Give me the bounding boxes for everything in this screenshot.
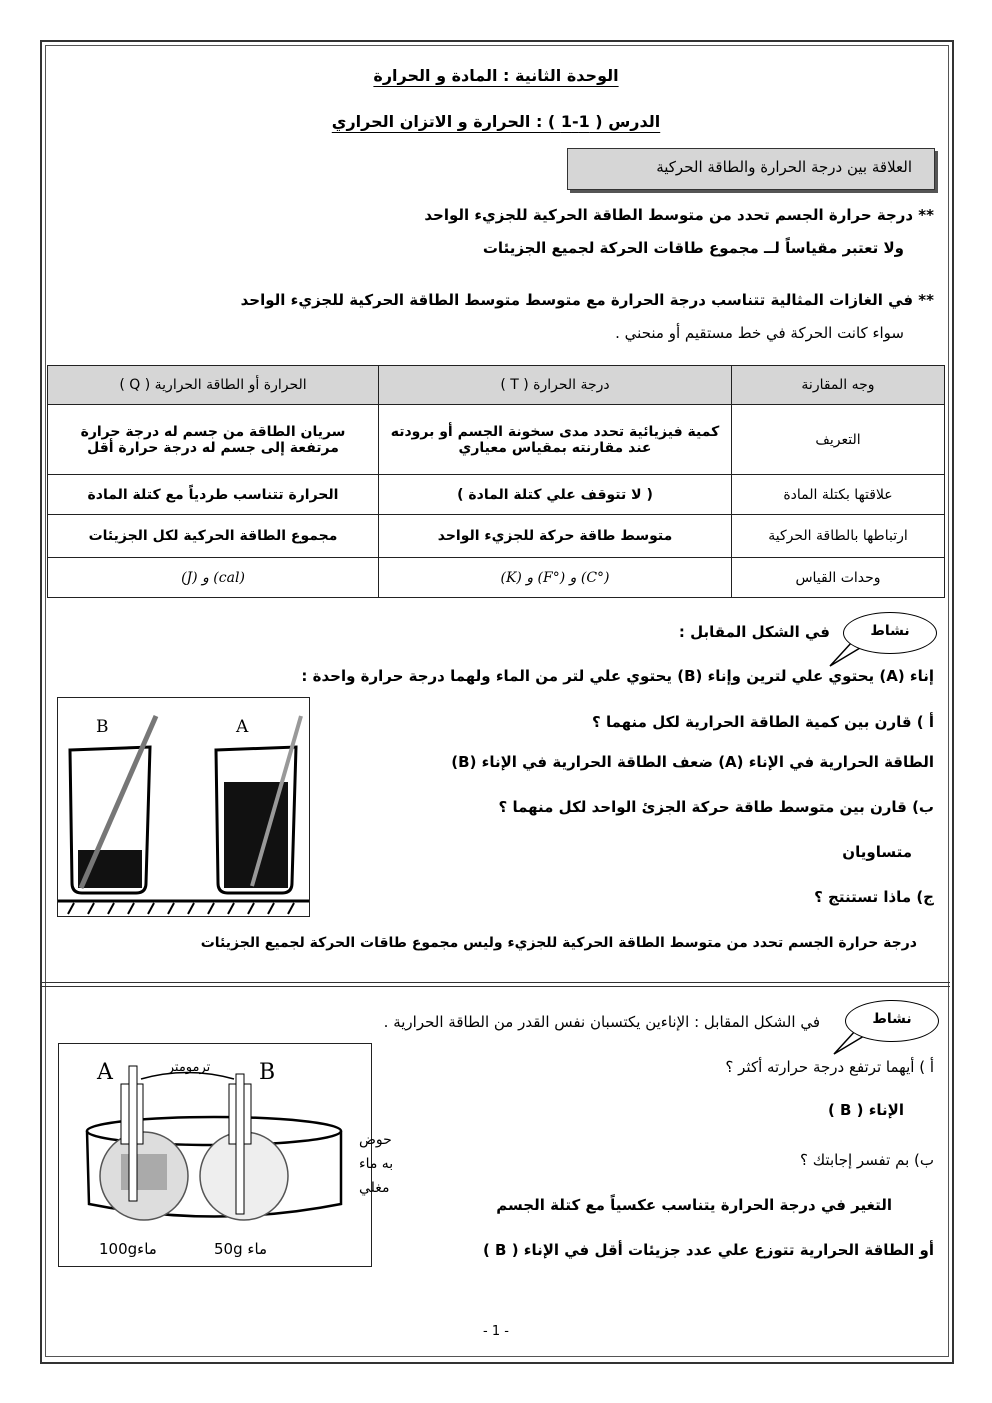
table-cell: ( لا تتوقف علي كتلة المادة ) [379,475,732,515]
table-header: الحرارة أو الطاقة الحرارية ( Q ) [48,366,379,405]
mass-b-label: 50g ماء [214,1240,268,1258]
answer-c: درجة حرارة الجسم تحدد من متوسط الطاقة الحركية للجزيء وليس مجموع طاقات الحركة لجميع الجزيئات [200,935,917,951]
answer-b: متساويان [842,843,912,861]
table-cell: كمية فيزيائية تحدد مدى سخونة الجسم أو برودته عند مقارنته بمقياس معياري [379,405,732,475]
basin-label: به ماء [359,1156,394,1172]
thermometers-figure [58,1043,394,1267]
table-header-row [48,366,945,405]
label-b: B [259,1060,276,1085]
paragraph-line: ** في الغازات المثالية تتناسب درجة الحرارة مع متوسط متوسط الطاقة الحركية للجزيء الواحد [240,291,934,309]
section-banner [567,148,935,190]
table-header: درجة الحرارة ( T ) [379,366,732,405]
activity-intro: في الشكل المقابل : الإناءين يكتسبان نفس القدر من الطاقة الحرارية . [383,1013,820,1031]
table-header: وجه المقارنة [732,366,945,405]
table-cell: متوسط طاقة حركة للجزيء الواحد [379,515,732,558]
question-a: أ ) أيهما ترتفع درجة حرارته أكثر ؟ [725,1058,934,1076]
activity-badge: نشاط [845,1000,939,1042]
table-cell: (°C) و (°F) و (K) [379,558,732,598]
lesson-title: الدرس ( 1-1 ) : الحرارة و الاتزان الحراري [331,112,661,131]
banner-text: العلاقة بين درجة الحرارة والطاقة الحركية [656,158,912,176]
question-b: ب) بم تفسر إجابتك ؟ [800,1151,934,1169]
question-c: ج) ماذا تستنتج ؟ [814,888,934,906]
table-cell: علاقتها بكتلة المادة [732,475,945,515]
unit-title: الوحدة الثانية : المادة و الحرارة [373,66,619,85]
table-cell: (cal) و (J) [48,558,379,598]
table-cell: التعريف [732,405,945,475]
table-row [48,515,945,558]
table-cell: وحدات القياس [732,558,945,598]
table-row [48,405,945,475]
paragraph-line: ** درجة حرارة الجسم تحدد من متوسط الطاقة الحركية للجزيء الواحد [424,206,934,224]
page-number: - 1 - [483,1324,509,1339]
basin-drawing [59,1044,394,1266]
table-cell: سريان الطاقة من جسم له درجة حرارة مرتفعة إلى جسم له درجة حرارة أقل [48,405,379,475]
paragraph-line: ولا تعتبر مقياساً لــ مجموع طاقات الحركة لجميع الجزيئات [482,239,904,257]
question-a: أ ) قارن بين كمية الطاقة الحرارية لكل منهما ؟ [592,713,934,731]
activity-badge: نشاط [843,612,937,654]
section-divider [42,982,950,987]
answer-a: الإناء ( B ) [827,1101,904,1119]
table-cell: الحرارة تتناسب طردياً مع كتلة المادة [48,475,379,515]
question-b: ب) قارن بين متوسط طاقة حركة الجزئ الواحد لكل منهما ؟ [498,798,934,816]
table-row [48,475,945,515]
table-row [48,558,945,598]
paragraph-line: سواء كانت الحركة في خط مستقيم أو منحني . [615,324,904,342]
comparison-table [47,365,945,598]
label-b: B [96,717,109,737]
answer-a: الطاقة الحرارية في الإناء (A) ضعف الطاقة الحرارية في الإناء (B) [451,753,934,771]
beakers-drawing [58,698,309,916]
answer-b-line1: التغير في درجة الحرارة يتناسب عكسياً مع كتلة الجسم [496,1196,892,1214]
answer-b-line2: أو الطاقة الحرارية تتوزع علي عدد جزيئات أقل في الإناء ( B ) [482,1241,934,1259]
label-a: A [236,717,249,737]
label-a: A [97,1060,113,1085]
basin-label: مغلي [359,1180,390,1196]
thermometer-label: ترمومتر [167,1060,211,1075]
beakers-figure [57,697,310,917]
table-cell: ارتباطها بالطاقة الحركية [732,515,945,558]
activity-intro: في الشكل المقابل : [678,623,830,641]
table-cell: مجموع الطاقة الحركية لكل الجزيئات [48,515,379,558]
mass-a-label: 100gماء [99,1240,157,1258]
activity-statement: إناء (A) يحتوي علي لترين وإناء (B) يحتوي علي لتر من الماء ولهما درجة حرارة واحدة : [301,667,934,685]
basin-label: حوض [359,1132,392,1148]
